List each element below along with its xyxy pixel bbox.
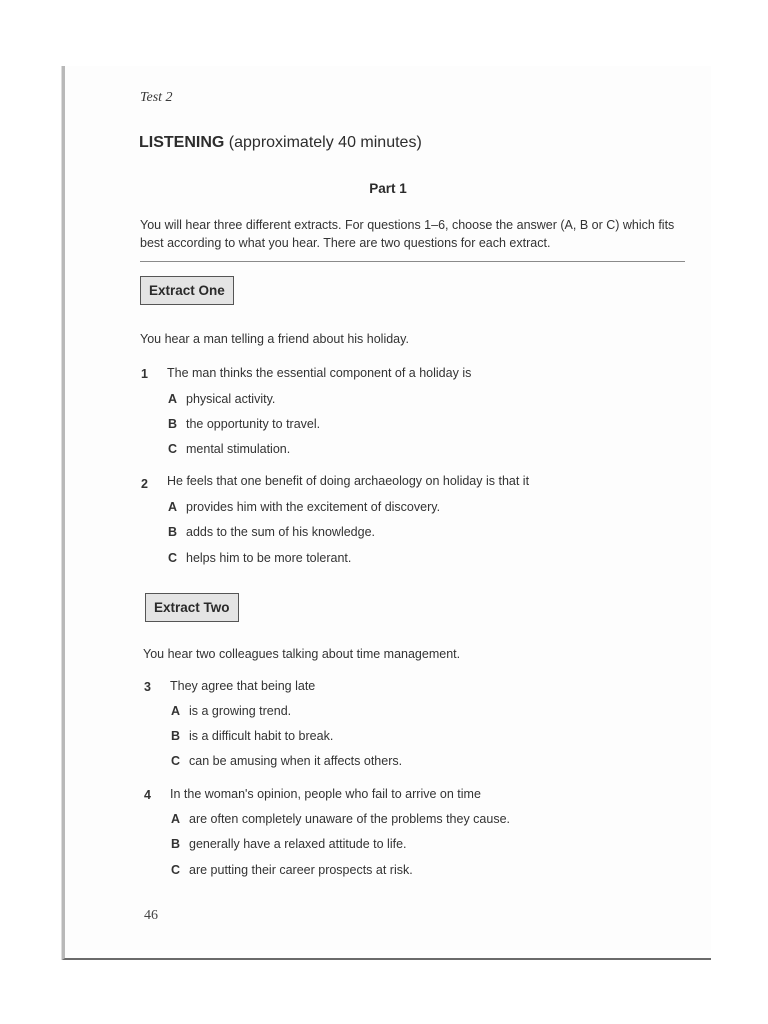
question-stem: In the woman's opinion, people who fail to arrive on time	[170, 787, 481, 801]
option-letter: A	[168, 500, 178, 514]
option-letter: B	[168, 525, 178, 539]
question-number: 3	[144, 680, 151, 694]
option-text: adds to the sum of his knowledge.	[186, 525, 376, 539]
extract-one-label: Extract One	[140, 276, 234, 305]
option-text: physical activity.	[186, 392, 276, 406]
question-number: 2	[141, 477, 148, 491]
option-letter: B	[168, 417, 178, 431]
question-number: 4	[144, 788, 151, 802]
question-stem: They agree that being late	[170, 679, 316, 693]
option-text: are putting their career prospects at risk.	[189, 863, 413, 877]
option-letter: C	[171, 863, 181, 877]
instructions: You will hear three different extracts. For questions 1–6, choose the answer (A, B or C) which fits best according to what you hear. There are two questions for each extract.	[140, 218, 675, 250]
extract-two-label: Extract Two	[145, 593, 239, 622]
question-stem: The man thinks the essential component of a holiday is	[167, 366, 472, 380]
question-number: 1	[141, 367, 148, 381]
option-letter: B	[171, 729, 181, 743]
option-letter: C	[171, 754, 181, 768]
scanned-page	[62, 66, 711, 960]
divider-rule	[140, 261, 685, 262]
question-stem: He feels that one benefit of doing archaeology on holiday is that it	[167, 474, 530, 488]
option-letter: A	[171, 812, 181, 826]
part-title: Part 1	[369, 181, 407, 196]
extract-two-context: You hear two colleagues talking about time management.	[143, 647, 461, 661]
section-title	[139, 134, 422, 152]
option-text: provides him with the excitement of discovery.	[186, 500, 441, 514]
option-text: the opportunity to travel.	[186, 417, 321, 431]
extract-one-context: You hear a man telling a friend about his holiday.	[140, 332, 409, 346]
option-text: mental stimulation.	[186, 442, 291, 456]
option-text: generally have a relaxed attitude to life.	[189, 837, 407, 851]
test-label: Test 2	[140, 90, 173, 105]
page-number: 46	[144, 908, 158, 923]
option-letter: A	[168, 392, 178, 406]
option-text: can be amusing when it affects others.	[189, 754, 403, 768]
option-text: are often completely unaware of the problems they cause.	[189, 812, 511, 826]
option-letter: B	[171, 837, 181, 851]
option-letter: A	[171, 704, 181, 718]
option-letter: C	[168, 442, 178, 456]
option-text: helps him to be more tolerant.	[186, 551, 352, 565]
section-name: LISTENING	[139, 134, 225, 151]
section-duration: (approximately 40 minutes)	[228, 134, 422, 151]
option-text: is a growing trend.	[189, 704, 292, 718]
option-text: is a difficult habit to break.	[189, 729, 334, 743]
option-letter: C	[168, 551, 178, 565]
